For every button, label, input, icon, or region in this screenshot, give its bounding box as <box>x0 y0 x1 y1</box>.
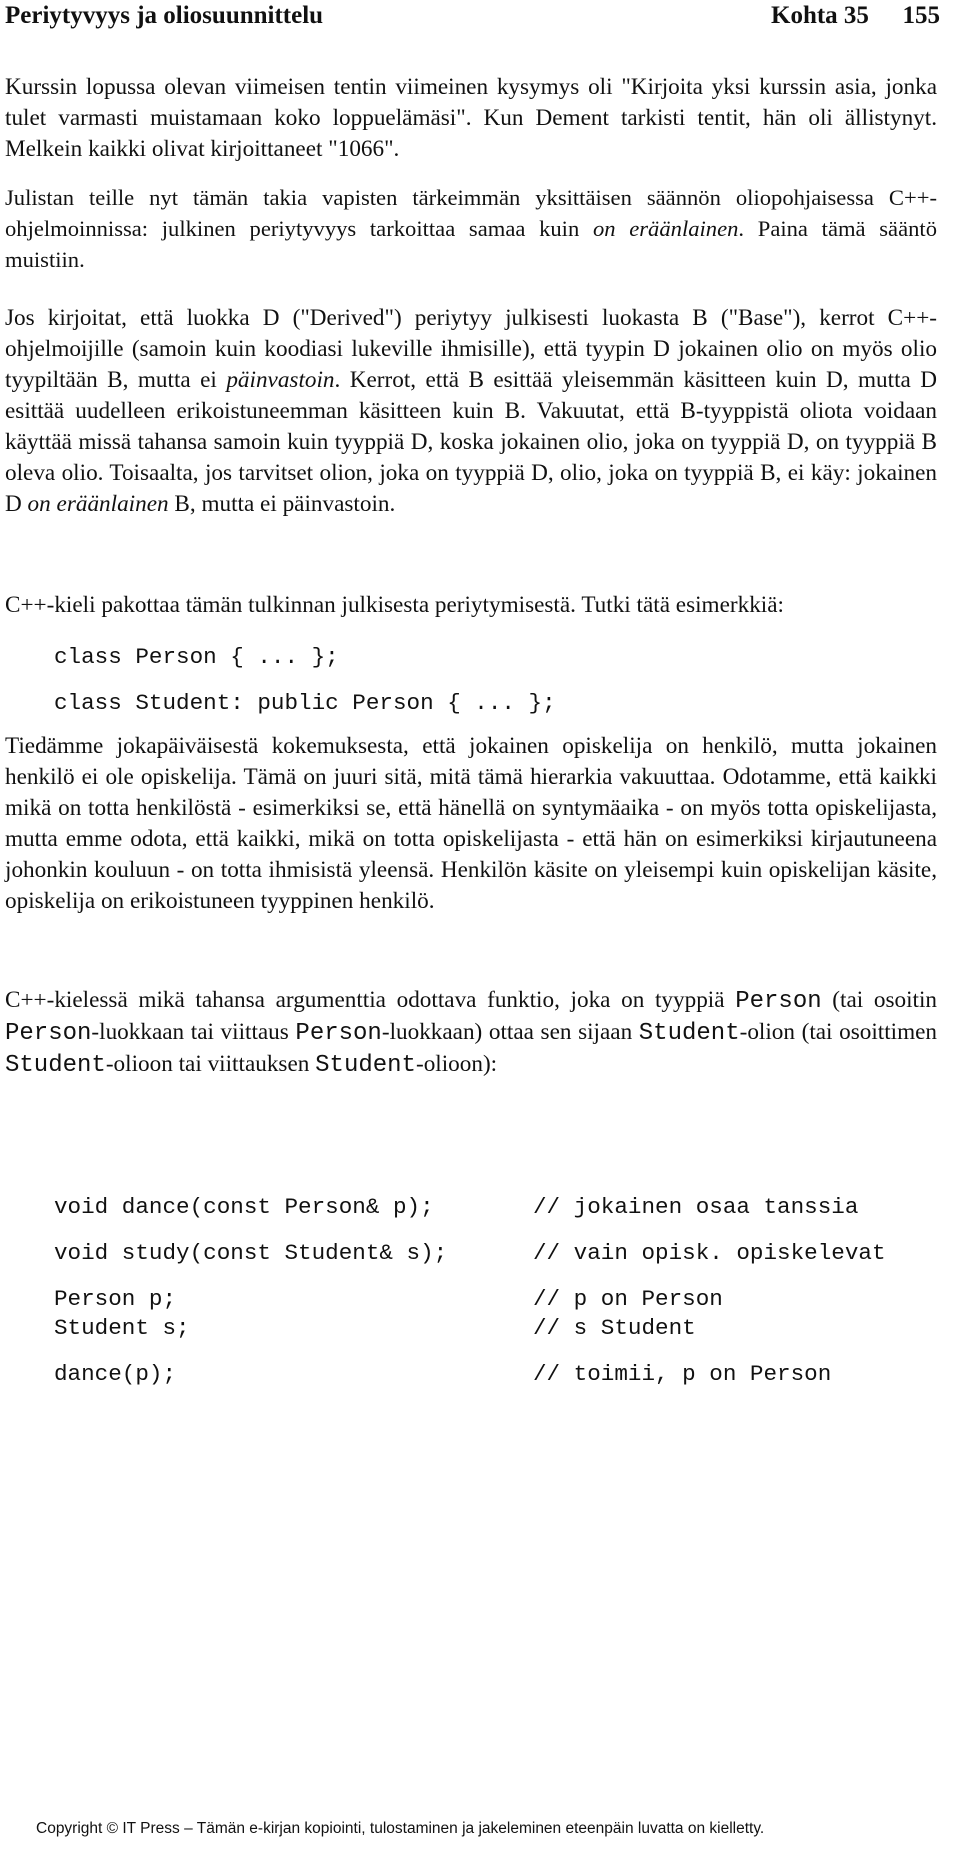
code-comment-dance: // jokainen osaa tanssia <box>533 1194 859 1220</box>
inline-code-student: Student <box>5 1052 106 1079</box>
paragraph-text: -olioon): <box>415 1051 498 1077</box>
paragraph-text: (tai osoitin <box>821 987 937 1013</box>
code-comment-student-variable: // s Student <box>533 1315 696 1341</box>
paragraph-text: . Kerrot, että B esittää yleisemmän käsitteen kuin D, mutta D esittää uudelleen erikoistuneemman käsitteen kuin B. Vakuutat, että B-tyyppistä oliota voidaan käyttää missä tahansa samoin kuin tyyppiä D, koska jokainen olio, joka on tyyppiä D, on tyyppiä B oleva olio. Toisaalta, jos tarvitset olion, joka on tyyppiä D, olio, joka on tyyppiä B, ei käy: jokainen D <box>5 367 938 517</box>
paragraph-example-intro <box>5 590 937 621</box>
paragraph-student-person-hierarchy <box>5 731 937 917</box>
code-line-person-variable: Person p; <box>54 1286 177 1312</box>
code-line-dance-declaration: void dance(const Person& p); <box>54 1194 434 1220</box>
emphasis-is-a: on eräänlainen <box>592 216 739 241</box>
paragraph-text: Jos kirjoitat, että luokka D ("Derived") periytyy julkisesti luokasta B ("Base"), kerrot C++-ohjelmoijille (samoin kuin koodiasi lukeville ihmisille), että tyypin D jokainen olio on myös olio tyypiltään B, mutta ei <box>5 305 937 393</box>
code-comment-dance-call: // toimii, p on Person <box>533 1361 832 1387</box>
emphasis-vice-versa: päinvastoin <box>226 367 335 393</box>
paragraph-public-inheritance-rule <box>5 182 937 275</box>
page-number: 155 <box>902 2 940 29</box>
paragraph-text: -luokkaan tai viittaus <box>91 1019 296 1045</box>
copyright-footer: Copyright © IT Press – Tämän e-kirjan kopiointi, tulostaminen ja jakeleminen eteenpäin luvatta on kielletty. <box>36 1820 765 1837</box>
emphasis-is-a: on eräänlainen <box>27 491 169 517</box>
paragraph-text: Tiedämme jokapäiväisestä kokemuksesta, että jokainen opiskelija on henkilö, mutta jokainen henkilö ei ole opiskelija. Tämä on juuri sitä, mitä tämä hierarkia vakuuttaa. Odotamme, että kaikki mikä on totta henkilöstä - esimerkiksi se, että hänellä on syntymäaika - on myös totta opiskelijasta, mutta emme odota, että kaikki, mikä on totta opiskelijasta - että hän on esimerkiksi kirjautuneena johonkin kouluun - on totta ihmisistä yleensä. Henkilön käsite on yleisempi kuin opiskelijan käsite, opiskelija on erikoistuneen tyyppinen henkilö. <box>5 733 937 914</box>
code-comment-study: // vain opisk. opiskelevat <box>533 1240 886 1266</box>
inline-code-student: Student <box>315 1052 416 1079</box>
code-line-dance-call: dance(p); <box>54 1361 177 1387</box>
code-line-class-person: class Person { ... }; <box>54 644 339 670</box>
paragraph-text: . Paina tämä sääntö muistiin. <box>5 216 937 272</box>
code-comment-person-variable: // p on Person <box>533 1286 723 1312</box>
paragraph-text: -luokkaan) ottaa sen sijaan <box>381 1019 639 1045</box>
paragraph-exam-anecdote <box>5 72 937 165</box>
code-line-student-variable: Student s; <box>54 1315 190 1341</box>
code-line-class-student: class Student: public Person { ... }; <box>54 690 556 716</box>
paragraph-text: -olion (tai osoittimen <box>739 1019 938 1045</box>
paragraph-text: -olioon tai viittauksen <box>105 1051 316 1077</box>
paragraph-text: B, mutta ei päinvastoin. <box>168 491 396 517</box>
paragraph-text: Julistan teille nyt tämän takia vapisten tärkeimmän yksittäisen säännön oliopohjaisessa C++-ohjelmoinnissa: julkinen periytyvyys tarkoittaa samaa kuin <box>5 185 937 241</box>
section-label: Kohta 35 <box>771 2 869 29</box>
code-line-study-declaration: void study(const Student& s); <box>54 1240 448 1266</box>
inline-code-person: Person <box>5 1020 92 1047</box>
paragraph-text: C++-kieli pakottaa tämän tulkinnan julkisesta periytymisestä. Tutki tätä esimerkkiä: <box>5 592 784 618</box>
inline-code-student: Student <box>638 1020 740 1047</box>
paragraph-derived-base-explanation <box>5 303 937 520</box>
paragraph-function-argument-substitution <box>5 985 937 1081</box>
inline-code-person: Person <box>295 1020 382 1047</box>
paragraph-text: Kurssin lopussa olevan viimeisen tentin viimeinen kysymys oli "Kirjoita yksi kurssin asia, jonka tulet varmasti muistamaan koko loppuelämäsi". Kun Dement tarkisti tentit, hän oli ällistynyt. Melkein kaikki olivat kirjoittaneet "1066". <box>5 74 937 162</box>
inline-code-person: Person <box>735 988 822 1015</box>
page-header <box>5 2 940 32</box>
chapter-title: Periytyvyys ja oliosuunnittelu <box>5 2 324 29</box>
paragraph-text: C++-kielessä mikä tahansa argumenttia odottava funktio, joka on tyyppiä <box>5 987 736 1013</box>
